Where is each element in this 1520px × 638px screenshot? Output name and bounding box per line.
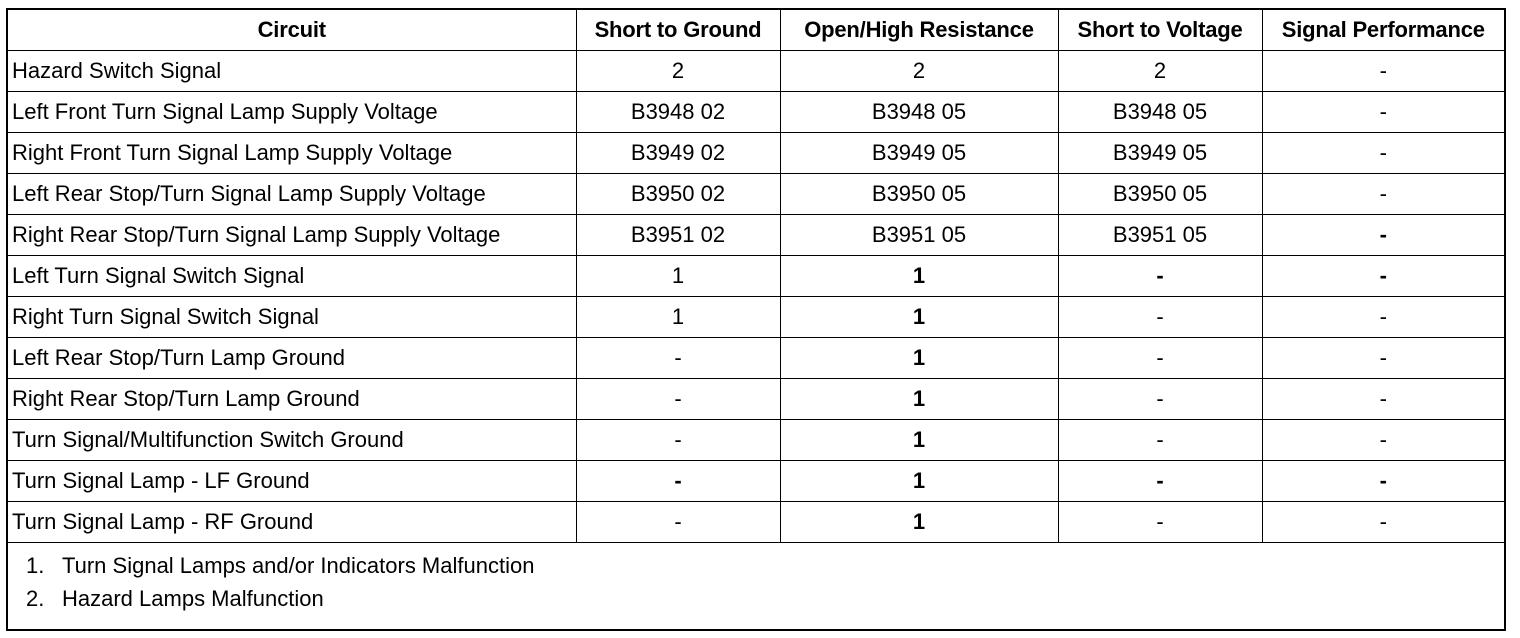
- short-to-voltage-cell: B3949 05: [1058, 132, 1262, 173]
- table-row: [8, 460, 1504, 501]
- short-to-ground-cell: 1: [576, 255, 780, 296]
- short-to-voltage-cell: 2: [1058, 50, 1262, 91]
- footnote-item: [26, 582, 1504, 615]
- circuit-name: Turn Signal Lamp - RF Ground: [8, 501, 576, 542]
- signal-performance-cell: -: [1262, 460, 1504, 501]
- signal-performance-cell: -: [1262, 378, 1504, 419]
- circuit-name: Hazard Switch Signal: [8, 50, 576, 91]
- open-high-resistance-cell: 1: [780, 460, 1058, 501]
- circuit-name: Turn Signal/Multifunction Switch Ground: [8, 419, 576, 460]
- open-high-resistance-cell: 1: [780, 378, 1058, 419]
- short-to-voltage-cell: -: [1058, 255, 1262, 296]
- short-to-voltage-cell: B3948 05: [1058, 91, 1262, 132]
- table-row: [8, 378, 1504, 419]
- signal-performance-cell: -: [1262, 173, 1504, 214]
- footnote-text: Hazard Lamps Malfunction: [62, 585, 324, 611]
- signal-performance-cell: -: [1262, 132, 1504, 173]
- open-high-resistance-cell: 1: [780, 255, 1058, 296]
- diagnostic-table-frame: [6, 8, 1506, 631]
- short-to-ground-cell: -: [576, 419, 780, 460]
- header-short-to-voltage: Short to Voltage: [1058, 10, 1262, 50]
- open-high-resistance-cell: 1: [780, 419, 1058, 460]
- open-high-resistance-cell: B3950 05: [780, 173, 1058, 214]
- short-to-ground-cell: B3949 02: [576, 132, 780, 173]
- table-row: [8, 419, 1504, 460]
- open-high-resistance-cell: 1: [780, 296, 1058, 337]
- footnote-number: 2.: [26, 585, 45, 611]
- short-to-voltage-cell: -: [1058, 419, 1262, 460]
- signal-performance-cell: -: [1262, 255, 1504, 296]
- signal-performance-cell: -: [1262, 296, 1504, 337]
- circuit-name: Right Turn Signal Switch Signal: [8, 296, 576, 337]
- short-to-voltage-cell: -: [1058, 378, 1262, 419]
- short-to-voltage-cell: -: [1058, 337, 1262, 378]
- signal-performance-cell: -: [1262, 337, 1504, 378]
- short-to-ground-cell: B3950 02: [576, 173, 780, 214]
- header-circuit: Circuit: [8, 10, 576, 50]
- short-to-voltage-cell: -: [1058, 296, 1262, 337]
- circuit-name: Left Turn Signal Switch Signal: [8, 255, 576, 296]
- header-signal-performance: Signal Performance: [1262, 10, 1504, 50]
- header-short-to-ground: Short to Ground: [576, 10, 780, 50]
- footnotes-row: [8, 542, 1504, 621]
- header-open-high-resistance: Open/High Resistance: [780, 10, 1058, 50]
- circuit-name: Right Front Turn Signal Lamp Supply Voltage: [8, 132, 576, 173]
- open-high-resistance-cell: B3949 05: [780, 132, 1058, 173]
- footnote-text: Turn Signal Lamps and/or Indicators Malfunction: [62, 552, 535, 578]
- short-to-voltage-cell: -: [1058, 460, 1262, 501]
- open-high-resistance-cell: 1: [780, 501, 1058, 542]
- table-row: [8, 50, 1504, 91]
- table-row: [8, 173, 1504, 214]
- table-row: [8, 296, 1504, 337]
- short-to-ground-cell: -: [576, 378, 780, 419]
- footnotes: [8, 542, 1504, 621]
- short-to-ground-cell: B3951 02: [576, 214, 780, 255]
- open-high-resistance-cell: 2: [780, 50, 1058, 91]
- circuit-name: Left Rear Stop/Turn Signal Lamp Supply Voltage: [8, 173, 576, 214]
- table-row: [8, 91, 1504, 132]
- footnote-number: 1.: [26, 552, 45, 578]
- short-to-ground-cell: -: [576, 337, 780, 378]
- circuit-name: Left Rear Stop/Turn Lamp Ground: [8, 337, 576, 378]
- open-high-resistance-cell: 1: [780, 337, 1058, 378]
- signal-performance-cell: -: [1262, 501, 1504, 542]
- circuit-name: Left Front Turn Signal Lamp Supply Voltage: [8, 91, 576, 132]
- short-to-voltage-cell: B3951 05: [1058, 214, 1262, 255]
- short-to-ground-cell: 2: [576, 50, 780, 91]
- footnote-item: [26, 549, 1504, 582]
- short-to-ground-cell: 1: [576, 296, 780, 337]
- table-row: [8, 337, 1504, 378]
- table-row: [8, 255, 1504, 296]
- circuit-symptom-table: [8, 10, 1504, 621]
- short-to-ground-cell: -: [576, 460, 780, 501]
- circuit-name: Right Rear Stop/Turn Lamp Ground: [8, 378, 576, 419]
- signal-performance-cell: -: [1262, 91, 1504, 132]
- signal-performance-cell: -: [1262, 214, 1504, 255]
- open-high-resistance-cell: B3948 05: [780, 91, 1058, 132]
- signal-performance-cell: -: [1262, 419, 1504, 460]
- header-row: [8, 10, 1504, 50]
- short-to-voltage-cell: -: [1058, 501, 1262, 542]
- circuit-name: Turn Signal Lamp - LF Ground: [8, 460, 576, 501]
- short-to-ground-cell: -: [576, 501, 780, 542]
- table-row: [8, 501, 1504, 542]
- circuit-name: Right Rear Stop/Turn Signal Lamp Supply Voltage: [8, 214, 576, 255]
- table-row: [8, 214, 1504, 255]
- table-row: [8, 132, 1504, 173]
- short-to-voltage-cell: B3950 05: [1058, 173, 1262, 214]
- short-to-ground-cell: B3948 02: [576, 91, 780, 132]
- signal-performance-cell: -: [1262, 50, 1504, 91]
- open-high-resistance-cell: B3951 05: [780, 214, 1058, 255]
